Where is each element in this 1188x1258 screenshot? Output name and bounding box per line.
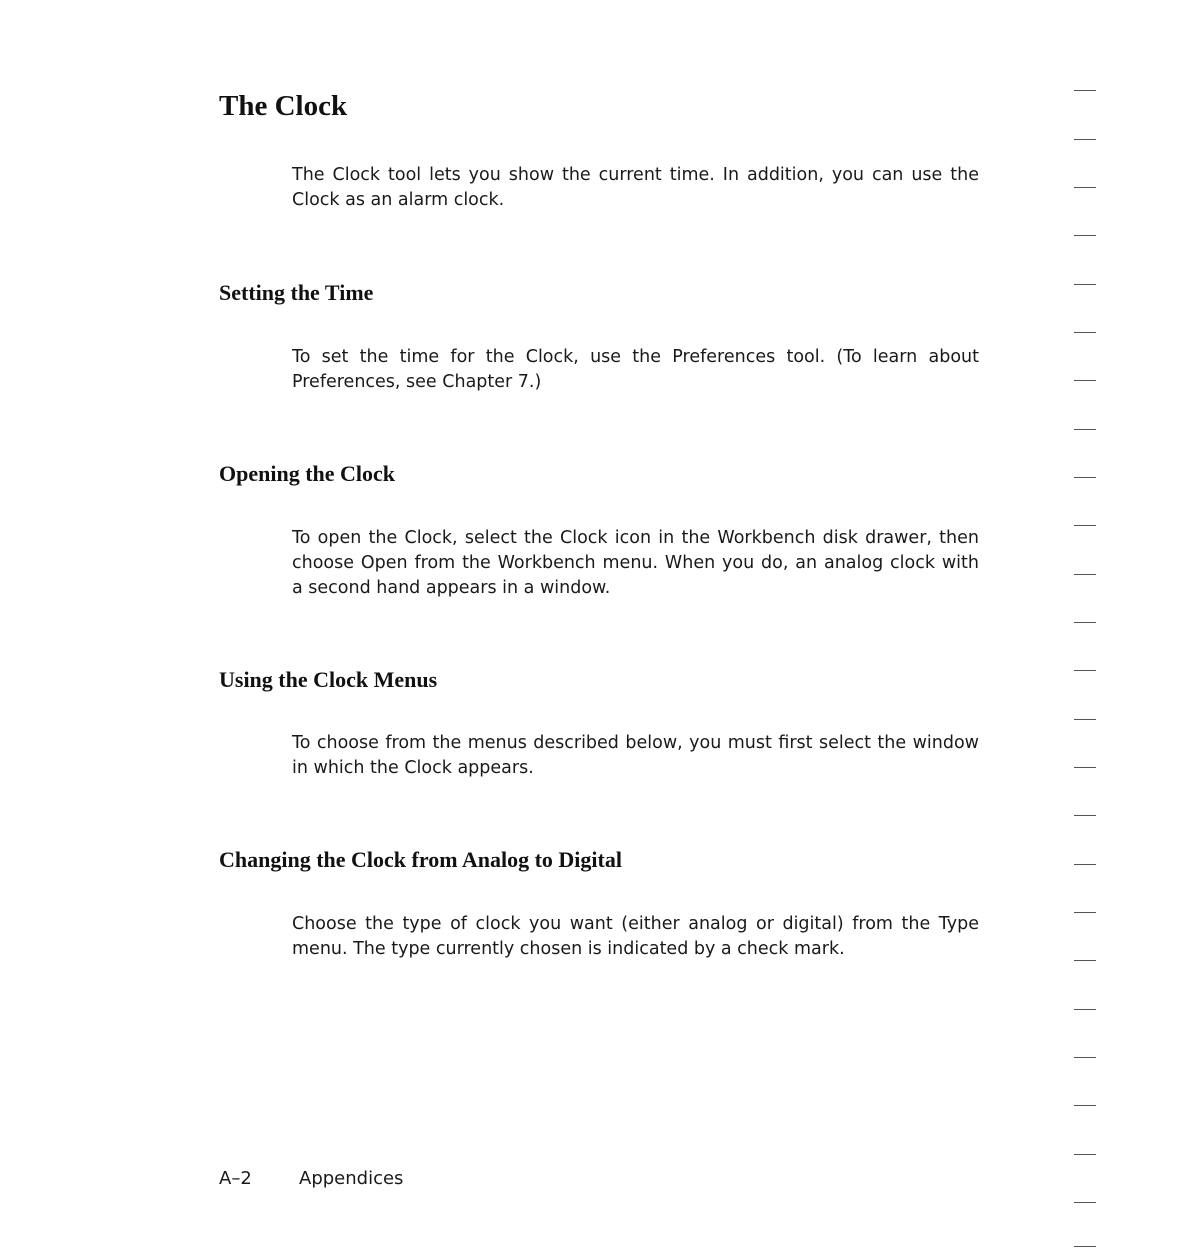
section-heading-setting-time: Setting the Time xyxy=(219,280,374,305)
section-body-clock-menus: To choose from the menus described below, you must first select the window in which the Clock appears. xyxy=(292,733,979,778)
edge-mark xyxy=(1074,1202,1096,1203)
edge-mark xyxy=(1074,139,1096,140)
edge-mark xyxy=(1074,90,1096,91)
edge-mark xyxy=(1074,1057,1096,1058)
edge-mark xyxy=(1074,429,1096,430)
section-body-opening-clock: To open the Clock, select the Clock icon in the Workbench disk drawer, then choose Open from the Workbench menu. When you do, an analog clock with a second hand appears in a window. xyxy=(292,528,979,598)
edge-mark xyxy=(1074,1105,1096,1106)
edge-mark xyxy=(1074,187,1096,188)
edge-mark xyxy=(1074,574,1096,575)
edge-mark xyxy=(1074,622,1096,623)
footer-section-name: Appendices xyxy=(299,1168,404,1189)
page-title: The Clock xyxy=(219,90,348,122)
section-heading-analog-digital: Changing the Clock from Analog to Digital xyxy=(219,847,622,872)
edge-mark xyxy=(1074,235,1096,236)
edge-mark xyxy=(1074,380,1096,381)
edge-mark xyxy=(1074,1009,1096,1010)
section-heading-opening-clock: Opening the Clock xyxy=(219,461,396,486)
edge-mark xyxy=(1074,719,1096,720)
page-footer xyxy=(219,1167,403,1191)
edge-mark xyxy=(1074,477,1096,478)
edge-mark xyxy=(1074,284,1096,285)
edge-mark xyxy=(1074,864,1096,865)
edge-mark xyxy=(1074,332,1096,333)
edge-mark xyxy=(1074,670,1096,671)
edge-mark xyxy=(1074,525,1096,526)
section-body-analog-digital: Choose the type of clock you want (either analog or digital) from the Type menu. The type currently chosen is indicated by a check mark. xyxy=(292,914,979,959)
edge-mark xyxy=(1074,767,1096,768)
section-body-setting-time: To set the time for the Clock, use the Preferences tool. (To learn about Preferences, see Chapter 7.) xyxy=(292,347,979,392)
edge-mark xyxy=(1074,1154,1096,1155)
binding-edge-marks xyxy=(1068,80,1108,1250)
edge-mark xyxy=(1074,912,1096,913)
section-heading-clock-menus: Using the Clock Menus xyxy=(219,667,438,692)
edge-mark xyxy=(1074,815,1096,816)
edge-mark xyxy=(1074,960,1096,961)
edge-mark xyxy=(1074,1246,1096,1247)
page-number: A–2 xyxy=(219,1168,252,1189)
intro-paragraph: The Clock tool lets you show the current time. In addition, you can use the Clock as an alarm clock. xyxy=(292,165,979,210)
